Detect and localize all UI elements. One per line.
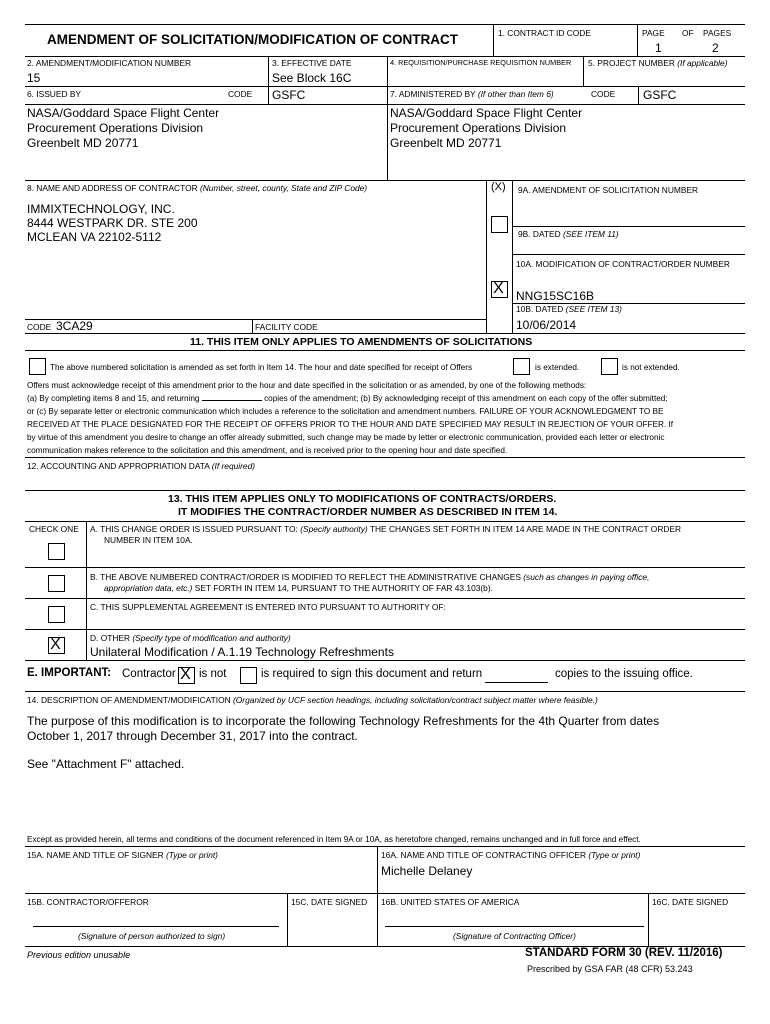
is-extended-label: is extended. <box>535 363 580 372</box>
item-13c: C. THIS SUPPLEMENTAL AGREEMENT IS ENTERED INTO PURSUANT TO AUTHORITY OF: <box>90 602 446 612</box>
contractor-code-label: CODE <box>27 322 52 332</box>
contractor-signature-caption: (Signature of person authorized to sign) <box>78 931 226 941</box>
copies-blank[interactable] <box>202 400 262 401</box>
contractor-signature-line[interactable] <box>33 926 279 927</box>
page-total[interactable]: 2 <box>712 41 719 55</box>
contractor-15b-label: 15B. CONTRACTOR/OFFEROR <box>27 897 149 907</box>
important-label: E. IMPORTANT: <box>27 667 112 679</box>
item-13-heading-2: IT MODIFIES THE CONTRACT/ORDER NUMBER AS DESCRIBED IN ITEM 14. <box>178 506 558 518</box>
item-14-line-1[interactable]: The purpose of this modification is to incorporate the following Technology Refreshments for the 4th Quarter from dates <box>27 714 660 728</box>
dated-10b[interactable]: 10/06/2014 <box>516 318 577 332</box>
issued-code-label: CODE <box>228 89 253 99</box>
checkbox-is-not-x-icon: X <box>180 666 191 683</box>
modification-number[interactable]: NNG15SC16B <box>516 289 595 303</box>
issued-by-line-1[interactable]: NASA/Goddard Space Flight Center <box>27 106 220 120</box>
item-11-p1: Offers must acknowledge receipt of this amendment prior to the hour and date specified in the solicitation or as amended, by one of the following methods: <box>27 381 587 390</box>
important-is-required: is required to sign this document and return <box>261 668 483 680</box>
contract-id-label: 1. CONTRACT ID CODE <box>498 28 591 38</box>
item-11-p6: communication makes reference to the solicitation and this amendment, and is received prior to the opening hour and date specified. <box>27 446 508 455</box>
item-11-heading: 11. THIS ITEM ONLY APPLIES TO AMENDMENTS OF SOLICITATIONS <box>190 336 533 348</box>
form-number: STANDARD FORM 30 (REV. 11/2016) <box>525 947 723 959</box>
checkbox-13a[interactable] <box>48 543 65 560</box>
contractor-line-1[interactable]: IMMIXTECHNOLOGY, INC. <box>27 202 175 216</box>
item-14-line-2[interactable]: October 1, 2017 through December 31, 2017 into the contract. <box>27 729 358 743</box>
item-13a-line-1: A. THIS CHANGE ORDER IS ISSUED PURSUANT TO: (Specify authority) THE CHANGES SET FORTH IN ITEM 14 ARE MADE IN THE CONTRACT ORDER <box>90 524 682 534</box>
page-number[interactable]: 1 <box>655 41 662 55</box>
signer-15a-label: 15A. NAME AND TITLE OF SIGNER (Type or print) <box>27 850 218 860</box>
requisition-label: 4. REQUISITION/PURCHASE REQUISITION NUMBER <box>390 58 572 67</box>
prescribed-by: Prescribed by GSA FAR (48 CFR) 53.243 <box>527 964 693 974</box>
item-13a-line-2: NUMBER IN ITEM 10A. <box>104 535 193 545</box>
item-13d-label: D. OTHER (Specify type of modification and authority) <box>90 633 291 643</box>
checkbox-is-not-extended[interactable] <box>601 358 618 375</box>
admin-line-3[interactable]: Greenbelt MD 20771 <box>390 136 502 150</box>
admin-code[interactable]: GSFC <box>643 88 677 102</box>
checkbox-is-required[interactable] <box>240 667 257 684</box>
item-13-heading-1: 13. THIS ITEM APPLIES ONLY TO MODIFICATIONS OF CONTRACTS/ORDERS. <box>168 493 557 505</box>
item-11-p4: RECEIVED AT THE PLACE DESIGNATED FOR THE RECEIPT OF OFFERS PRIOR TO THE HOUR AND DATE SPECIFIED MAY RESULT IN REJECTION OF YOUR OFFER. If <box>27 420 674 429</box>
contractor-label: 8. NAME AND ADDRESS OF CONTRACTOR (Number, street, county, State and ZIP Code) <box>27 183 368 193</box>
modification-label: 10A. MODIFICATION OF CONTRACT/ORDER NUMBER <box>516 259 730 269</box>
of-label: OF <box>682 28 694 38</box>
item-13d-value[interactable]: Unilateral Modification / A.1.19 Technology Refreshments <box>90 645 394 659</box>
contractor-line-2[interactable]: 8444 WESTPARK DR. STE 200 <box>27 216 198 230</box>
item-11-p5: by virtue of this amendment you desire to change an offer already submitted, such change may be made by letter or electronic communication, provided each letter or electronic <box>27 433 665 442</box>
important-copies: copies to the issuing office. <box>555 668 693 680</box>
checkbox-13d-x-icon: X <box>50 636 61 653</box>
except-provided-text: Except as provided herein, all terms and conditions of the document referenced in Item 9A or 10A, as heretofore changed, remains unchanged and in full force and effect. <box>27 835 641 844</box>
officer-signature-line[interactable] <box>385 926 644 927</box>
facility-code-label: FACILITY CODE <box>255 322 318 332</box>
usa-16b-label: 16B. UNITED STATES OF AMERICA <box>381 897 520 907</box>
x-column-label: (X) <box>491 181 506 193</box>
contractor-line-3[interactable]: MCLEAN VA 22102-5112 <box>27 230 162 244</box>
item-13b-line-2: appropriation data, etc.) SET FORTH IN ITEM 14, PURSUANT TO THE AUTHORITY OF FAR 43.103(b). <box>104 583 493 593</box>
important-contractor: Contractor <box>122 668 176 680</box>
previous-edition: Previous edition unusable <box>27 950 131 960</box>
checkbox-is-extended[interactable] <box>513 358 530 375</box>
page-label: PAGE <box>642 28 665 38</box>
amendment-number-label: 2. AMENDMENT/MODIFICATION NUMBER <box>27 58 192 68</box>
officer-16a-label: 16A. NAME AND TITLE OF CONTRACTING OFFICER (Type or print) <box>381 850 641 860</box>
amend-solicitation-label: 9A. AMENDMENT OF SOLICITATION NUMBER <box>518 185 699 195</box>
form-title: AMENDMENT OF SOLICITATION/MODIFICATION OF CONTRACT <box>47 32 458 47</box>
copies-return-blank[interactable] <box>485 682 548 683</box>
issued-by-label: 6. ISSUED BY <box>27 89 81 99</box>
is-not-extended-label: is not extended. <box>622 363 680 372</box>
checkbox-item11[interactable] <box>29 358 46 375</box>
admin-code-label: CODE <box>591 89 616 99</box>
item-13b-line-1: B. THE ABOVE NUMBERED CONTRACT/ORDER IS MODIFIED TO REFLECT THE ADMINISTRATIVE CHANGES (such as changes in paying office, <box>90 572 650 582</box>
item-11-line-1: The above numbered solicitation is amended as set forth in Item 14. The hour and date specified for receipt of Offers <box>50 363 473 372</box>
dated-10b-label: 10B. DATED (SEE ITEM 13) <box>516 304 622 314</box>
item-11-p3: or (c) By separate letter or electronic communication which includes a reference to the solicitation and amendment numbers. FAILURE OF YOUR ACKNOWLEDGMENT TO BE <box>27 407 664 416</box>
accounting-label: 12. ACCOUNTING AND APPROPRIATION DATA (If required) <box>27 461 256 471</box>
admin-line-2[interactable]: Procurement Operations Division <box>390 121 567 135</box>
checkbox-13c[interactable] <box>48 606 65 623</box>
effective-date[interactable]: See Block 16C <box>272 71 352 85</box>
issued-by-line-3[interactable]: Greenbelt MD 20771 <box>27 136 139 150</box>
issued-code[interactable]: GSFC <box>272 88 306 102</box>
date-15c-label: 15C. DATE SIGNED <box>291 897 368 907</box>
project-number-label: 5. PROJECT NUMBER (If applicable) <box>588 58 728 68</box>
check-one-label: CHECK ONE <box>29 524 79 534</box>
effective-date-label: 3. EFFECTIVE DATE <box>272 58 352 68</box>
item-14-label: 14. DESCRIPTION OF AMENDMENT/MODIFICATION (Organized by UCF section headings, including solicitation/contract subject matter where feasible.) <box>27 695 598 705</box>
pages-label: PAGES <box>703 28 732 38</box>
officer-name[interactable]: Michelle Delaney <box>381 864 473 878</box>
checkbox-9a[interactable] <box>491 216 508 233</box>
contractor-code[interactable]: 3CA29 <box>56 319 93 333</box>
checkbox-13b[interactable] <box>48 575 65 592</box>
dated-9b-label: 9B. DATED (SEE ITEM 11) <box>518 229 619 239</box>
officer-signature-caption: (Signature of Contracting Officer) <box>453 931 576 941</box>
issued-by-line-2[interactable]: Procurement Operations Division <box>27 121 204 135</box>
administered-by-label: 7. ADMINISTERED BY (If other than Item 6) <box>390 89 554 99</box>
item-11-p2: (a) By completing items 8 and 15, and returning copies of the amendment; (b) By acknowledging receipt of this amendment on each copy of the offer submitted; <box>27 394 668 403</box>
amendment-number[interactable]: 15 <box>27 71 41 85</box>
date-16c-label: 16C. DATE SIGNED <box>652 897 729 907</box>
item-14-line-3[interactable]: See "Attachment F" attached. <box>27 757 185 771</box>
important-is-not: is not <box>199 668 227 680</box>
checkbox-10a-x-icon: X <box>493 280 504 297</box>
admin-line-1[interactable]: NASA/Goddard Space Flight Center <box>390 106 583 120</box>
